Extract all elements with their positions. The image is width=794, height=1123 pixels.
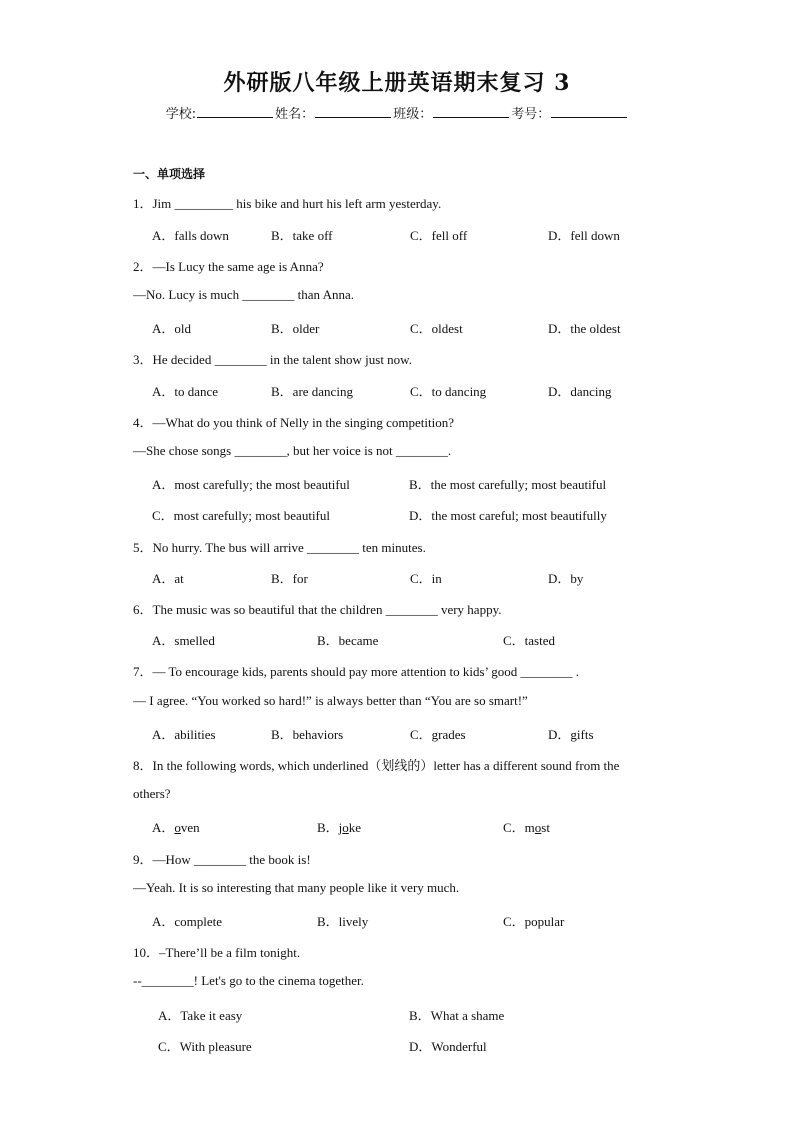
- q8-option-a: A．oven: [152, 820, 200, 835]
- underlined-letter: o: [534, 820, 542, 835]
- q3-option-c: C．to dancing: [410, 384, 487, 399]
- q2-option-c: C．oldest: [410, 321, 463, 336]
- q4-option-d: D．the most careful; most beautifully: [409, 508, 607, 523]
- q9-option-a: A．complete: [152, 914, 223, 929]
- question-8: 8．In the following words, which underlined（划线的）letter has a different sound from the: [133, 758, 620, 773]
- q6-option-c: C．tasted: [503, 633, 555, 648]
- name-blank[interactable]: [315, 105, 391, 118]
- q1-option-a: A．falls down: [152, 228, 229, 243]
- q5-option-c: C．in: [410, 571, 442, 586]
- q9-option-b: B．lively: [317, 914, 369, 929]
- q6-option-a: A．smelled: [152, 633, 215, 648]
- question-4: 4．—What do you think of Nelly in the singing competition?: [133, 415, 454, 430]
- q10-option-b: B．What a shame: [409, 1008, 505, 1023]
- question-9: 9．—How ________ the book is!: [133, 852, 311, 867]
- q3-option-a: A．to dance: [152, 384, 219, 399]
- q3-option-d: D．dancing: [548, 384, 612, 399]
- question-5: 5．No hurry. The bus will arrive ________ ten minutes.: [133, 540, 426, 555]
- q7-option-b: B．behaviors: [271, 727, 344, 742]
- underlined-letter: o: [174, 820, 181, 835]
- school-label: 学校:: [165, 107, 197, 122]
- q9-option-c: C．popular: [503, 914, 565, 929]
- name-label: 姓名：: [275, 107, 315, 122]
- q7-option-a: A．abilities: [152, 727, 216, 742]
- question-10-line-2: --________! Let's go to the cinema together.: [133, 973, 364, 988]
- q3-option-b: B．are dancing: [271, 384, 353, 399]
- underlined-letter: o: [342, 820, 349, 835]
- question-9-line-2: —Yeah. It is so interesting that many people like it very much.: [133, 880, 460, 895]
- q10-option-c: C．With pleasure: [158, 1039, 252, 1054]
- q5-option-d: D．by: [548, 571, 584, 586]
- question-3: 3．He decided ________ in the talent show just now.: [133, 352, 412, 367]
- question-2-line-2: —No. Lucy is much ________ than Anna.: [133, 287, 354, 302]
- q5-option-b: B．for: [271, 571, 308, 586]
- q2-option-b: B．older: [271, 321, 320, 336]
- question-1: 1．Jim _________ his bike and hurt his left arm yesterday.: [133, 196, 442, 211]
- question-7-line-2: — I agree. “You worked so hard!” is always better than “You are so smart!”: [133, 693, 528, 708]
- school-blank[interactable]: [197, 105, 273, 118]
- q7-option-c: C．grades: [410, 727, 466, 742]
- q4-option-c: C．most carefully; most beautiful: [152, 508, 330, 523]
- q2-option-d: D．the oldest: [548, 321, 621, 336]
- q1-option-c: C．fell off: [410, 228, 468, 243]
- section-title: 一、单项选择: [133, 167, 206, 181]
- q10-option-d: D．Wonderful: [409, 1039, 487, 1054]
- q4-option-b: B．the most carefully; most beautiful: [409, 477, 607, 492]
- q4-option-a: A．most carefully; the most beautiful: [152, 477, 350, 492]
- question-2: 2．—Is Lucy the same age is Anna?: [133, 259, 324, 274]
- q8-option-b: B．joke: [317, 820, 362, 835]
- q1-option-d: D．fell down: [548, 228, 620, 243]
- question-7: 7．— To encourage kids, parents should pay more attention to kids’ good ________ .: [133, 664, 579, 679]
- question-6: 6．The music was so beautiful that the children ________ very happy.: [133, 602, 502, 617]
- number-label: 考号：: [511, 107, 551, 122]
- q10-option-a: A．Take it easy: [158, 1008, 243, 1023]
- q2-option-a: A．old: [152, 321, 192, 336]
- class-label: 班级：: [393, 107, 433, 122]
- q6-option-b: B．became: [317, 633, 379, 648]
- page-title: 外研版八年级上册英语期末复习 3: [223, 70, 571, 96]
- question-4-line-2: —She chose songs ________, but her voice is not ________.: [133, 443, 452, 458]
- question-8-line-2: others?: [133, 786, 171, 801]
- class-blank[interactable]: [433, 105, 509, 118]
- q5-option-a: A．at: [152, 571, 184, 586]
- q7-option-d: D．gifts: [548, 727, 594, 742]
- student-info-row: [0, 103, 794, 122]
- number-blank[interactable]: [551, 105, 627, 118]
- q1-option-b: B．take off: [271, 228, 333, 243]
- q8-option-c: C．most: [503, 820, 550, 835]
- question-10: 10．–There’ll be a film tonight.: [133, 945, 301, 960]
